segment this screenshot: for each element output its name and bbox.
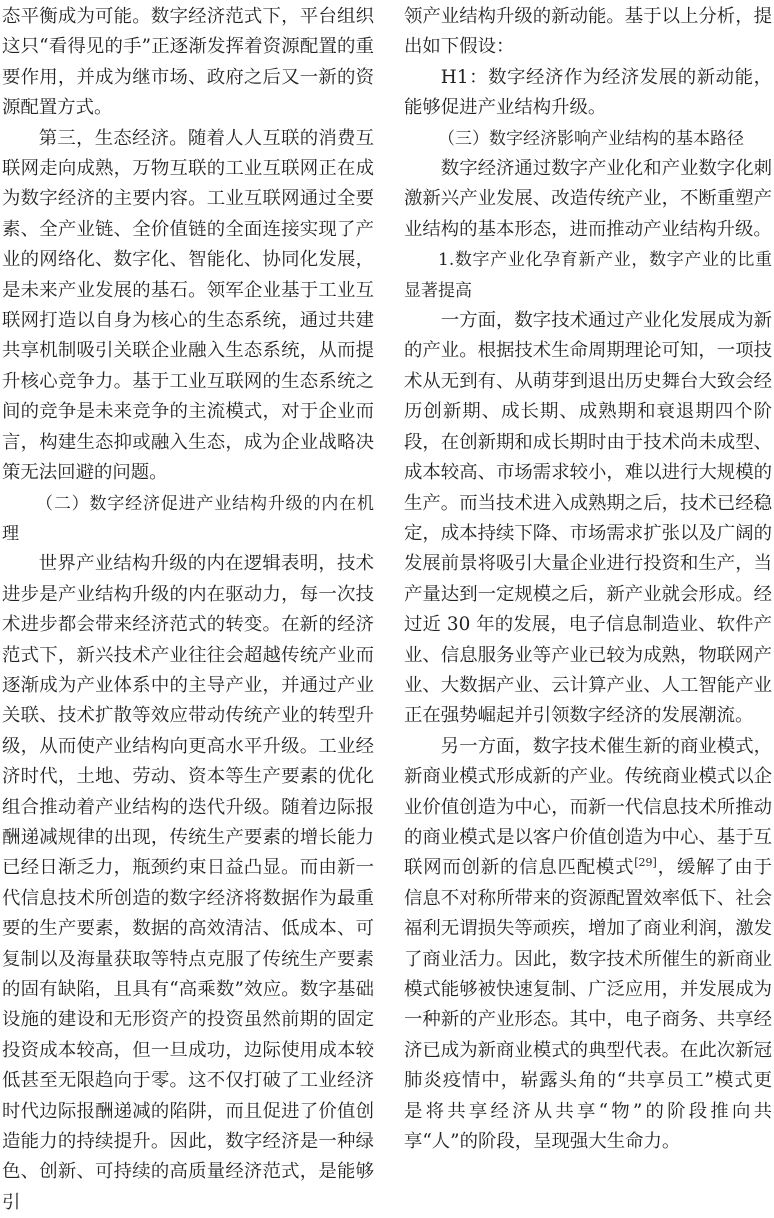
paragraph-mechanism: 世界产业结构升级的内在逻辑表明，技术进步是产业结构升级的内在驱动力，每一次技术进步都会带来经济范式的转变。在新的经济范式下，新兴技术产业往往会超越传统产业而逐渐成为产业体系中的主导产业，并通过产业关联、技术扩散等效应带动传统产业的转型升级，从而使产业结构向更高水平升级。工业经济时代，土地、劳动、资本等生产要素的优化组合推动着产业结构的迭代升级。随着边际报酬递减规律的出现，传统生产要素的增长能力已经日渐乏力，瓶颈约束日益凸显。而由新一代信息技术所创造的数字经济将数据作为最重要的生产要素，数据的高效清洁、低成本、可复制以及海量获取等特点克服了传统生产要素的固有缺陷，且具有“高乘数”效应。数字基础设施的建设和无形资产的投资虽然前期的固定投资成本较高，但一旦成功，边际使用成本较低甚至无限趋向于零。这不仅打破了工业经济时代边际报酬递减的陷阱，而且促进了价值创造能力的持续提升。因此，数字经济是一种绿色、创新、可持续的高质量经济范式，是能够引 — [2, 553, 374, 1213]
left-column — [2, 2, 374, 1218]
hypothesis-h1: H1：数字经济作为经济发展的新动能，能够促进产业结构升级。 — [404, 66, 772, 119]
paragraph-continued-right: 领产业结构升级的新动能。基于以上分析，提出如下假设： — [404, 6, 772, 58]
paragraph-paths-intro: 数字经济通过数字产业化和产业数字化刺激新兴产业发展、改造传统产业，不断重塑产业结构的基本形态，进而推动产业结构升级。 — [404, 158, 772, 240]
paragraph-ecological-economy: 第三，生态经济。随着人人互联的消费互联网走向成熟，万物互联的工业互联网正在成为数字经济的主要内容。工业互联网通过全要素、全产业链、全价值链的全面连接实现了产业的网络化、数字化、智能化、协同化发展，是未来产业发展的基石。领军企业基于工业互联网打造以自身为核心的生态系统，通过共建共享机制吸引关联企业融入生态系统，从而提升核心竞争力。基于工业互联网的生态系统之间的竞争是未来竞争的主流模式，对于企业而言，构建生态抑或融入生态，成为企业战略决策无法回避的问题。 — [2, 127, 374, 484]
citation-ref: [29] — [634, 856, 657, 870]
paragraph-business-models — [404, 732, 772, 1158]
right-column — [404, 2, 772, 1157]
business-models-text-b: ，缓解了由于信息不对称所带来的资源配置效率低下、社会福利无谓损失等顽疾，增加了商业利润，激发了商业活力。因此，数字技术所催生的新商业模式能够被快速复制、广泛应用，并发展成为一种新的产业形态。其中，电子商务、共享经济已成为新商业模式的典型代表。在此次新冠肺炎疫情中，崭露头角的“共享员工”模式更是将共享经济从共享“物”的阶段推向共享“人”的阶段，呈现强大生命力。 — [404, 857, 772, 1153]
subsection-heading-digital-industrialization: 1.数字产业化孕育新产业，数字产业的比重显著提高 — [404, 250, 772, 301]
business-models-text-a: 另一方面，数字技术催生新的商业模式，新商业模式形成新的产业。传统商业模式以企业价值创造为中心，而新一代信息技术所推动的商业模式是以客户价值创造为中心、基于互联网而创新的信息匹配模式 — [404, 735, 772, 879]
paragraph-continued: 态平衡成为可能。数字经济范式下，平台组织这只“看得见的手”正逐渐发挥着资源配置的重要作用，并成为继市场、政府之后又一新的资源配置方式。 — [2, 6, 374, 119]
paragraph-new-industries: 一方面，数字技术通过产业化发展成为新的产业。根据技术生命周期理论可知，一项技术从无到有、从萌芽到退出历史舞台大致会经历创新期、成长期、成熟期和衰退期四个阶段，在创新期和成长期时由于技术尚未成型、成本较高、市场需求较小，难以进行大规模的生产。而当技术进入成熟期之后，技术已经稳定，成本持续下降、市场需求扩张以及广阔的发展前景将吸引大量企业进行投资和生产，当产量达到一定规模之后，新产业就会形成。经过近 30 年的发展，电子信息制造业、软件产业、信息服务业等产业已较为成熟，物联网产业、大数据产业、云计算产业、人工智能产业正在强势崛起并引领数字经济的发展潮流。 — [404, 310, 772, 727]
section-heading-paths: （三）数字经济影响产业结构的基本路径 — [438, 128, 744, 149]
section-heading-mechanism: （二）数字经济促进产业结构升级的内在机理 — [2, 493, 374, 544]
